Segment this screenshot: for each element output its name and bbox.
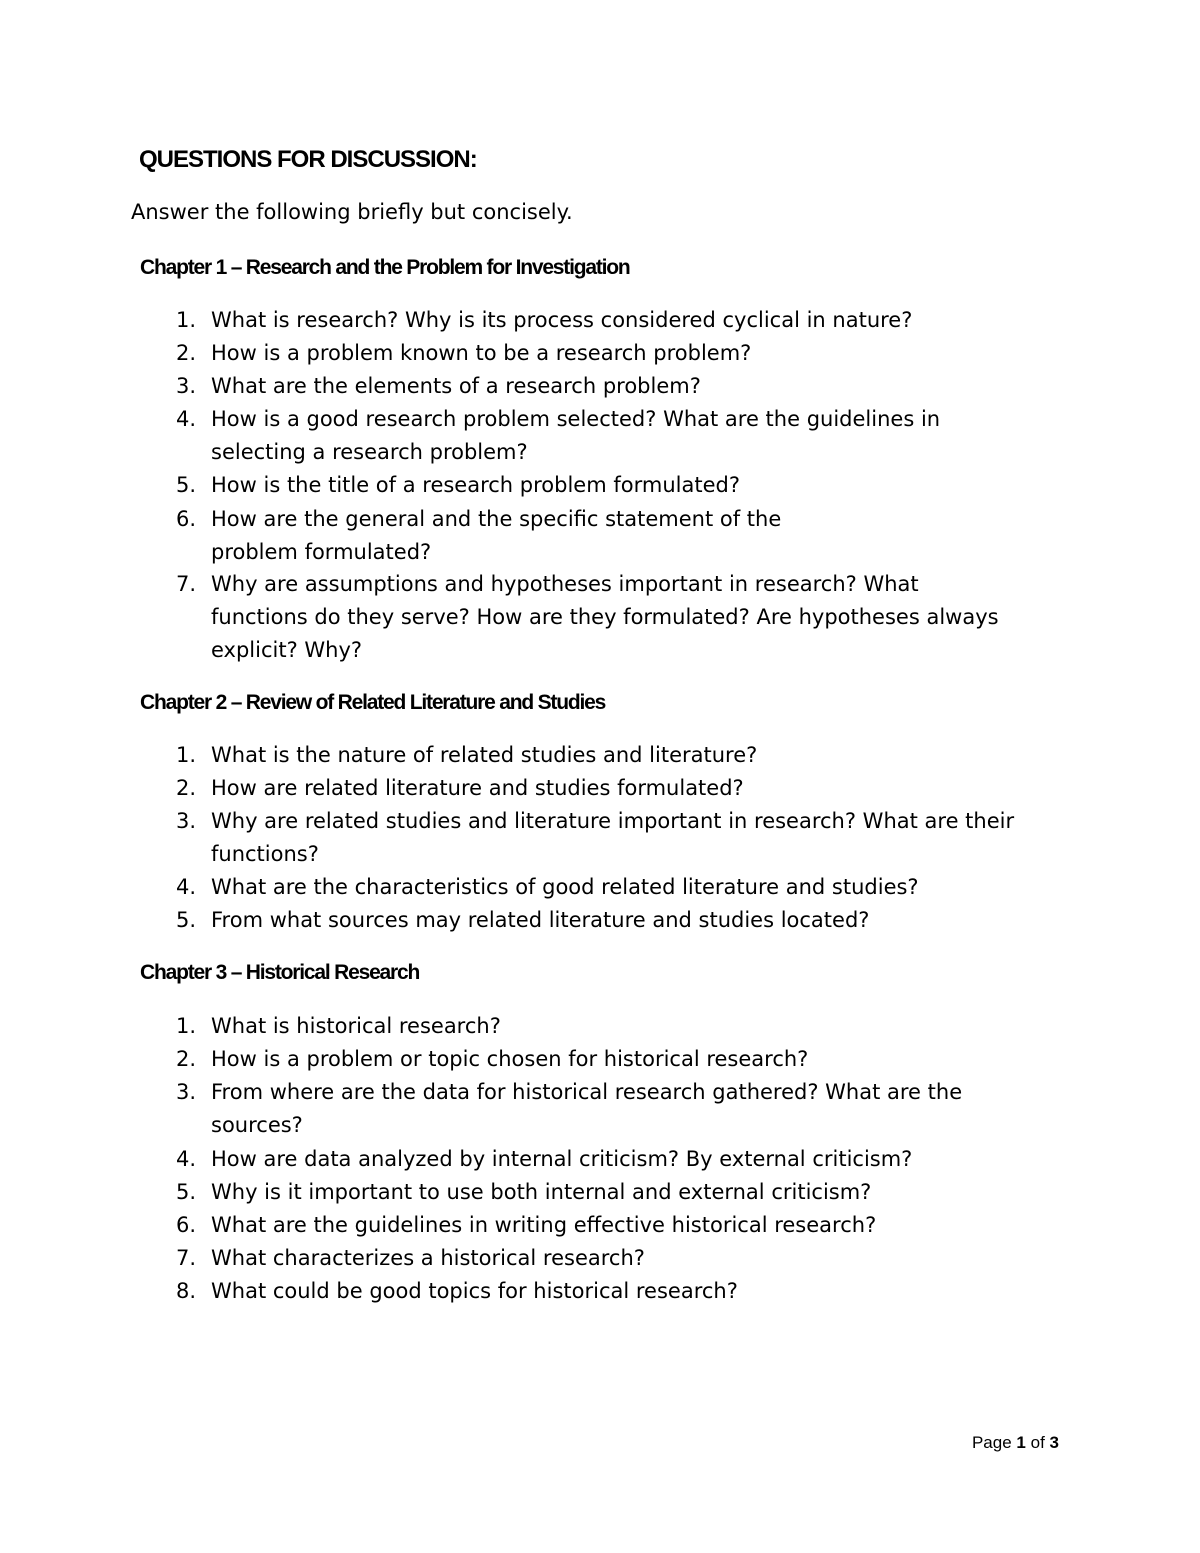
question-text: What is historical research? [211,1014,501,1038]
question-text: How is a problem known to be a research problem? [211,341,752,365]
page-word: Page [971,1433,1012,1452]
question-text: How are data analyzed by internal criticism? By external criticism? [211,1147,913,1171]
question-number: 3. [176,1080,197,1104]
chapter-3-title: Chapter 3 – Historical Research [140,961,420,984]
question-number: 6. [176,507,197,531]
question-text: What are the guidelines in writing effective historical research? [211,1213,877,1237]
question-number: 7. [176,1246,197,1270]
question-text: From where are the data for historical research gathered? What are the sources? [211,1080,963,1137]
total-page-count: 3 [1049,1433,1059,1452]
question-text: Why is it important to use both internal and external criticism? [211,1180,872,1204]
question-number: 1. [176,308,197,332]
question-number: 5. [176,1180,197,1204]
page-heading: QUESTIONS FOR DISCUSSION: [139,146,477,173]
question-number: 5. [176,473,197,497]
question-number: 4. [176,407,197,431]
question-text: How is a good research problem selected? What are the guidelines in selecting a research problem? [211,407,941,464]
chapter-2-title: Chapter 2 – Review of Related Literature and Studies [140,691,606,714]
question-number: 3. [176,809,197,833]
question-number: 2. [176,341,197,365]
question-number: 1. [176,1014,197,1038]
question-number: 7. [176,572,197,596]
question-number: 8. [176,1279,197,1303]
question-text: What is the nature of related studies and literature? [211,743,758,767]
question-text: How are the general and the specific statement of the problem formulated? [211,507,782,564]
page-number-footer [972,1433,1059,1453]
question-text: How is a problem or topic chosen for historical research? [211,1047,809,1071]
question-text: What are the characteristics of good related literature and studies? [211,875,919,899]
question-number: 5. [176,908,197,932]
current-page-number: 1 [1016,1433,1026,1452]
question-number: 6. [176,1213,197,1237]
question-text: Why are related studies and literature important in research? What are their functions? [211,809,1015,866]
question-text: What characterizes a historical research? [211,1246,645,1270]
question-text: What is research? Why is its process considered cyclical in nature? [211,308,913,332]
question-number: 3. [176,374,197,398]
question-number: 1. [176,743,197,767]
question-text: How is the title of a research problem formulated? [211,473,740,497]
question-text: What could be good topics for historical research? [211,1279,738,1303]
question-text: How are related literature and studies formulated? [211,776,744,800]
question-number: 2. [176,776,197,800]
question-text: What are the elements of a research problem? [211,374,701,398]
question-number: 4. [176,1147,197,1171]
chapter-1-title: Chapter 1 – Research and the Problem for Investigation [140,256,630,279]
question-text: Why are assumptions and hypotheses important in research? What functions do they serve? How are they formulated? Are hypotheses always explicit? Why? [211,572,999,662]
of-word: of [1030,1433,1045,1452]
question-number: 2. [176,1047,197,1071]
question-text: From what sources may related literature and studies located? [211,908,870,932]
question-number: 4. [176,875,197,899]
instruction-text: Answer the following briefly but concisely. [131,200,573,224]
